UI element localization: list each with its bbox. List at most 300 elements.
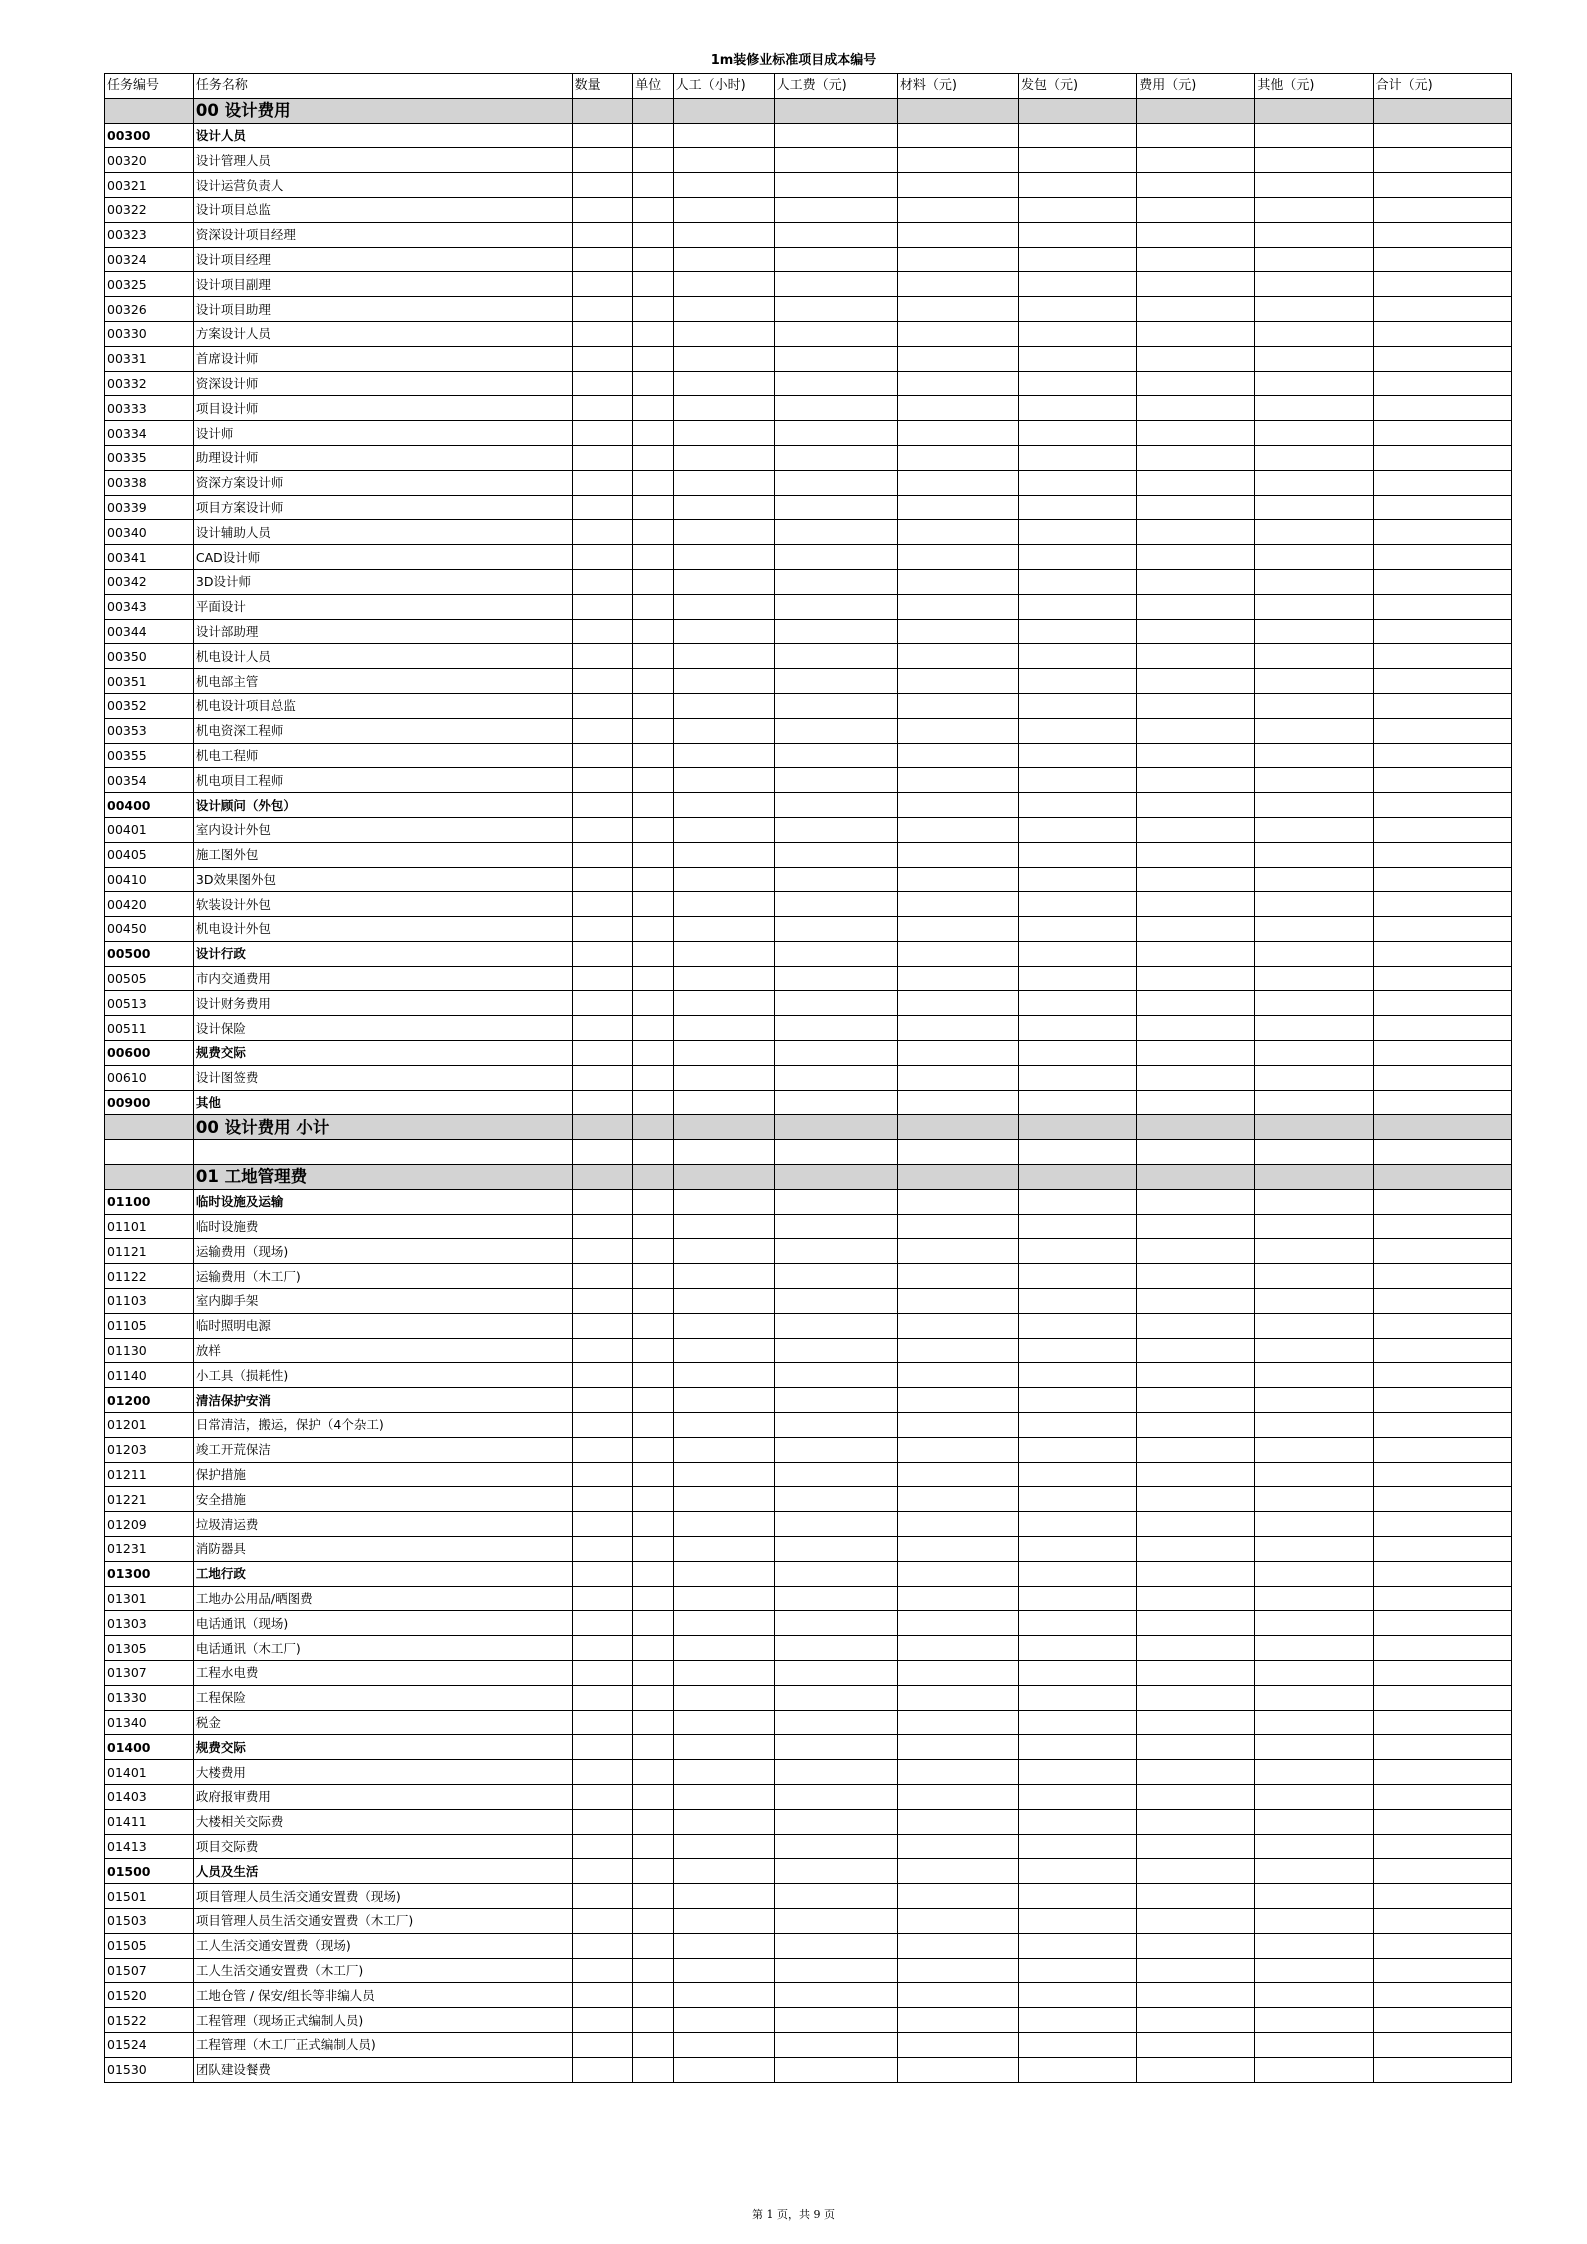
task-code-cell: 01103 (105, 1289, 194, 1314)
total-cell (1373, 569, 1511, 594)
quantity-cell (572, 1735, 633, 1760)
task-name-cell: 机电项目工程师 (193, 768, 572, 793)
labor-hours-cell (673, 1933, 774, 1958)
expense-cell (1137, 123, 1255, 148)
subcontract-cell (1019, 1586, 1137, 1611)
labor-cost-cell (774, 619, 897, 644)
material-cell (897, 1760, 1018, 1785)
subcontract-cell (1019, 371, 1137, 396)
other-cell (1255, 2008, 1373, 2033)
unit-cell (633, 297, 673, 322)
other-cell (1255, 1437, 1373, 1462)
expense-cell (1137, 98, 1255, 123)
material-cell (897, 396, 1018, 421)
task-name-cell: 电话通讯（木工厂) (193, 1636, 572, 1661)
task-code-cell: 01130 (105, 1338, 194, 1363)
quantity-cell (572, 1537, 633, 1562)
total-cell (1373, 98, 1511, 123)
unit-cell (633, 1437, 673, 1462)
total-cell (1373, 1884, 1511, 1909)
total-cell (1373, 743, 1511, 768)
material-cell (897, 272, 1018, 297)
material-cell (897, 1065, 1018, 1090)
material-cell (897, 569, 1018, 594)
labor-hours-cell (673, 2008, 774, 2033)
col-header-expense: 费用（元) (1137, 74, 1255, 99)
task-code-cell: 00333 (105, 396, 194, 421)
unit-cell (633, 1413, 673, 1438)
total-cell (1373, 222, 1511, 247)
task-name-cell: 3D设计师 (193, 569, 572, 594)
other-cell (1255, 594, 1373, 619)
task-name-cell: 运输费用（木工厂) (193, 1264, 572, 1289)
labor-hours-cell (673, 1760, 774, 1785)
total-cell (1373, 768, 1511, 793)
labor-hours-cell (673, 520, 774, 545)
task-name-cell: 项目交际费 (193, 1834, 572, 1859)
subcontract-cell (1019, 2008, 1137, 2033)
labor-cost-cell (774, 1685, 897, 1710)
other-cell (1255, 1363, 1373, 1388)
expense-cell (1137, 619, 1255, 644)
labor-cost-cell (774, 1958, 897, 1983)
labor-hours-cell (673, 1784, 774, 1809)
task-code-cell: 00351 (105, 669, 194, 694)
total-cell (1373, 1165, 1511, 1190)
expense-cell (1137, 1884, 1255, 1909)
total-cell (1373, 619, 1511, 644)
table-row (105, 470, 1512, 495)
material-cell (897, 321, 1018, 346)
unit-cell (633, 842, 673, 867)
unit-cell (633, 520, 673, 545)
material-cell (897, 619, 1018, 644)
total-cell (1373, 1115, 1511, 1140)
quantity-cell (572, 1710, 633, 1735)
subcontract-cell (1019, 1611, 1137, 1636)
other-cell (1255, 1214, 1373, 1239)
other-cell (1255, 1289, 1373, 1314)
subcontract-cell (1019, 495, 1137, 520)
task-name-cell: 小工具（损耗性) (193, 1363, 572, 1388)
unit-cell (633, 495, 673, 520)
task-code-cell: 00342 (105, 569, 194, 594)
expense-cell (1137, 1239, 1255, 1264)
subcontract-cell (1019, 545, 1137, 570)
labor-hours-cell (673, 1214, 774, 1239)
task-code-cell: 01340 (105, 1710, 194, 1735)
labor-cost-cell (774, 1388, 897, 1413)
table-row (105, 1016, 1512, 1041)
quantity-cell (572, 1363, 633, 1388)
table-row (105, 1214, 1512, 1239)
labor-hours-cell (673, 1090, 774, 1115)
table-row (105, 1264, 1512, 1289)
total-cell (1373, 1363, 1511, 1388)
unit-cell (633, 569, 673, 594)
task-name-cell: 资深方案设计师 (193, 470, 572, 495)
task-code-cell: 00325 (105, 272, 194, 297)
other-cell (1255, 644, 1373, 669)
quantity-cell (572, 1586, 633, 1611)
subcontract-cell (1019, 1983, 1137, 2008)
other-cell (1255, 1983, 1373, 2008)
unit-cell (633, 445, 673, 470)
labor-cost-cell (774, 991, 897, 1016)
other-cell (1255, 2057, 1373, 2082)
subcontract-cell (1019, 1115, 1137, 1140)
quantity-cell (572, 1189, 633, 1214)
expense-cell (1137, 148, 1255, 173)
subcontract-cell (1019, 421, 1137, 446)
table-row (105, 991, 1512, 1016)
quantity-cell (572, 1685, 633, 1710)
material-cell (897, 793, 1018, 818)
labor-hours-cell (673, 2057, 774, 2082)
subcontract-cell (1019, 148, 1137, 173)
page-number: 第 1 页，共 9 页 (752, 2208, 835, 2221)
other-cell (1255, 842, 1373, 867)
material-cell (897, 594, 1018, 619)
other-cell (1255, 1016, 1373, 1041)
col-header-unit: 单位 (633, 74, 673, 99)
quantity-cell (572, 718, 633, 743)
task-code-cell (105, 1165, 194, 1190)
expense-cell (1137, 693, 1255, 718)
labor-cost-cell (774, 1338, 897, 1363)
task-name-cell: 大楼费用 (193, 1760, 572, 1785)
task-code-cell (105, 1140, 194, 1165)
task-name-cell: 消防器具 (193, 1537, 572, 1562)
labor-cost-cell (774, 1561, 897, 1586)
other-cell (1255, 892, 1373, 917)
labor-cost-cell (774, 1661, 897, 1686)
total-cell (1373, 470, 1511, 495)
labor-cost-cell (774, 1537, 897, 1562)
labor-hours-cell (673, 793, 774, 818)
subcontract-cell (1019, 1140, 1137, 1165)
expense-cell (1137, 594, 1255, 619)
table-row (105, 247, 1512, 272)
other-cell (1255, 693, 1373, 718)
labor-cost-cell (774, 247, 897, 272)
total-cell (1373, 1586, 1511, 1611)
task-name-cell: 垃圾清运费 (193, 1512, 572, 1537)
unit-cell (633, 1264, 673, 1289)
labor-hours-cell (673, 123, 774, 148)
other-cell (1255, 917, 1373, 942)
labor-hours-cell (673, 842, 774, 867)
task-name-cell: 工地办公用品/晒图费 (193, 1586, 572, 1611)
labor-cost-cell (774, 1165, 897, 1190)
task-name-cell: CAD设计师 (193, 545, 572, 570)
unit-cell (633, 892, 673, 917)
other-cell (1255, 1611, 1373, 1636)
material-cell (897, 1561, 1018, 1586)
task-name-cell: 电话通讯（现场) (193, 1611, 572, 1636)
expense-cell (1137, 1313, 1255, 1338)
task-code-cell: 01221 (105, 1487, 194, 1512)
subcontract-cell (1019, 842, 1137, 867)
labor-hours-cell (673, 222, 774, 247)
subcontract-cell (1019, 297, 1137, 322)
table-row (105, 569, 1512, 594)
expense-cell (1137, 718, 1255, 743)
task-name-cell: 00 设计费用 (193, 98, 572, 123)
other-cell (1255, 1784, 1373, 1809)
quantity-cell (572, 1462, 633, 1487)
table-row (105, 1710, 1512, 1735)
labor-hours-cell (673, 1809, 774, 1834)
labor-cost-cell (774, 1313, 897, 1338)
subcontract-cell (1019, 1958, 1137, 1983)
total-cell (1373, 644, 1511, 669)
other-cell (1255, 173, 1373, 198)
expense-cell (1137, 1189, 1255, 1214)
quantity-cell (572, 396, 633, 421)
quantity-cell (572, 346, 633, 371)
labor-hours-cell (673, 867, 774, 892)
task-code-cell: 00300 (105, 123, 194, 148)
group-row (105, 793, 1512, 818)
subcontract-cell (1019, 123, 1137, 148)
total-cell (1373, 1388, 1511, 1413)
labor-cost-cell (774, 470, 897, 495)
material-cell (897, 1363, 1018, 1388)
labor-hours-cell (673, 917, 774, 942)
subcontract-cell (1019, 1016, 1137, 1041)
subcontract-cell (1019, 1661, 1137, 1686)
section-row (105, 1115, 1512, 1140)
quantity-cell (572, 1388, 633, 1413)
subcontract-cell (1019, 693, 1137, 718)
task-code-cell: 00339 (105, 495, 194, 520)
subcontract-cell (1019, 346, 1137, 371)
other-cell (1255, 1859, 1373, 1884)
table-row (105, 1834, 1512, 1859)
unit-cell (633, 148, 673, 173)
labor-hours-cell (673, 1115, 774, 1140)
expense-cell (1137, 1413, 1255, 1438)
labor-hours-cell (673, 1685, 774, 1710)
material-cell (897, 545, 1018, 570)
col-header-task-name: 任务名称 (193, 74, 572, 99)
quantity-cell (572, 1512, 633, 1537)
material-cell (897, 1115, 1018, 1140)
labor-hours-cell (673, 1512, 774, 1537)
subcontract-cell (1019, 1437, 1137, 1462)
total-cell (1373, 421, 1511, 446)
unit-cell (633, 1809, 673, 1834)
quantity-cell (572, 123, 633, 148)
material-cell (897, 1239, 1018, 1264)
labor-hours-cell (673, 1338, 774, 1363)
quantity-cell (572, 421, 633, 446)
material-cell (897, 1958, 1018, 1983)
labor-hours-cell (673, 371, 774, 396)
labor-hours-cell (673, 1239, 774, 1264)
unit-cell (633, 2008, 673, 2033)
task-code-cell: 01211 (105, 1462, 194, 1487)
unit-cell (633, 123, 673, 148)
other-cell (1255, 1264, 1373, 1289)
other-cell (1255, 297, 1373, 322)
group-row (105, 1388, 1512, 1413)
labor-cost-cell (774, 941, 897, 966)
labor-hours-cell (673, 1561, 774, 1586)
labor-cost-cell (774, 966, 897, 991)
group-row (105, 1189, 1512, 1214)
subcontract-cell (1019, 817, 1137, 842)
total-cell (1373, 1561, 1511, 1586)
other-cell (1255, 1413, 1373, 1438)
material-cell (897, 371, 1018, 396)
other-cell (1255, 743, 1373, 768)
quantity-cell (572, 1561, 633, 1586)
material-cell (897, 991, 1018, 1016)
other-cell (1255, 867, 1373, 892)
expense-cell (1137, 1537, 1255, 1562)
subcontract-cell (1019, 1239, 1137, 1264)
expense-cell (1137, 1264, 1255, 1289)
other-cell (1255, 421, 1373, 446)
labor-hours-cell (673, 1586, 774, 1611)
table-row (105, 1784, 1512, 1809)
labor-cost-cell (774, 1983, 897, 2008)
labor-cost-cell (774, 842, 897, 867)
expense-cell (1137, 1065, 1255, 1090)
table-row (105, 1685, 1512, 1710)
labor-hours-cell (673, 1884, 774, 1909)
subcontract-cell (1019, 892, 1137, 917)
material-cell (897, 966, 1018, 991)
task-code-cell: 00401 (105, 817, 194, 842)
task-name-cell: 人员及生活 (193, 1859, 572, 1884)
quantity-cell (572, 1338, 633, 1363)
labor-cost-cell (774, 1016, 897, 1041)
other-cell (1255, 1140, 1373, 1165)
group-row (105, 1859, 1512, 1884)
other-cell (1255, 1065, 1373, 1090)
total-cell (1373, 991, 1511, 1016)
total-cell (1373, 346, 1511, 371)
other-cell (1255, 669, 1373, 694)
total-cell (1373, 520, 1511, 545)
expense-cell (1137, 1586, 1255, 1611)
quantity-cell (572, 1983, 633, 2008)
labor-cost-cell (774, 693, 897, 718)
quantity-cell (572, 842, 633, 867)
other-cell (1255, 371, 1373, 396)
other-cell (1255, 1512, 1373, 1537)
labor-hours-cell (673, 569, 774, 594)
expense-cell (1137, 421, 1255, 446)
material-cell (897, 1859, 1018, 1884)
unit-cell (633, 1859, 673, 1884)
expense-cell (1137, 173, 1255, 198)
labor-cost-cell (774, 1908, 897, 1933)
expense-cell (1137, 892, 1255, 917)
task-name-cell: 室内设计外包 (193, 817, 572, 842)
task-code-cell: 01330 (105, 1685, 194, 1710)
labor-cost-cell (774, 123, 897, 148)
labor-cost-cell (774, 718, 897, 743)
quantity-cell (572, 1264, 633, 1289)
total-cell (1373, 1313, 1511, 1338)
labor-hours-cell (673, 396, 774, 421)
quantity-cell (572, 1487, 633, 1512)
material-cell (897, 644, 1018, 669)
labor-hours-cell (673, 718, 774, 743)
labor-cost-cell (774, 1041, 897, 1066)
table-row (105, 1289, 1512, 1314)
quantity-cell (572, 1016, 633, 1041)
total-cell (1373, 1462, 1511, 1487)
labor-cost-cell (774, 2008, 897, 2033)
table-row (105, 1512, 1512, 1537)
task-name-cell: 项目设计师 (193, 396, 572, 421)
subcontract-cell (1019, 867, 1137, 892)
table-row (105, 966, 1512, 991)
quantity-cell (572, 768, 633, 793)
labor-hours-cell (673, 445, 774, 470)
labor-cost-cell (774, 569, 897, 594)
other-cell (1255, 1338, 1373, 1363)
labor-hours-cell (673, 817, 774, 842)
labor-hours-cell (673, 1537, 774, 1562)
quantity-cell (572, 1165, 633, 1190)
unit-cell (633, 1140, 673, 1165)
task-name-cell: 机电资深工程师 (193, 718, 572, 743)
subcontract-cell (1019, 396, 1137, 421)
unit-cell (633, 768, 673, 793)
labor-cost-cell (774, 1809, 897, 1834)
group-row (105, 941, 1512, 966)
labor-hours-cell (673, 197, 774, 222)
task-name-cell: 其他 (193, 1090, 572, 1115)
total-cell (1373, 197, 1511, 222)
material-cell (897, 346, 1018, 371)
table-row (105, 594, 1512, 619)
other-cell (1255, 941, 1373, 966)
quantity-cell (572, 1214, 633, 1239)
labor-cost-cell (774, 1735, 897, 1760)
task-name-cell: 施工图外包 (193, 842, 572, 867)
expense-cell (1137, 1561, 1255, 1586)
other-cell (1255, 1537, 1373, 1562)
quantity-cell (572, 1760, 633, 1785)
labor-cost-cell (774, 495, 897, 520)
task-code-cell: 01507 (105, 1958, 194, 1983)
quantity-cell (572, 1933, 633, 1958)
material-cell (897, 173, 1018, 198)
subcontract-cell (1019, 1933, 1137, 1958)
labor-cost-cell (774, 1413, 897, 1438)
task-name-cell: 工地仓管 / 保安/组长等非编人员 (193, 1983, 572, 2008)
total-cell (1373, 2057, 1511, 2082)
unit-cell (633, 1710, 673, 1735)
task-name-cell: 团队建设餐费 (193, 2057, 572, 2082)
task-code-cell: 00450 (105, 917, 194, 942)
total-cell (1373, 817, 1511, 842)
labor-hours-cell (673, 272, 774, 297)
task-code-cell: 00420 (105, 892, 194, 917)
quantity-cell (572, 1041, 633, 1066)
task-name-cell: 01 工地管理费 (193, 1165, 572, 1190)
unit-cell (633, 1636, 673, 1661)
unit-cell (633, 396, 673, 421)
quantity-cell (572, 991, 633, 1016)
